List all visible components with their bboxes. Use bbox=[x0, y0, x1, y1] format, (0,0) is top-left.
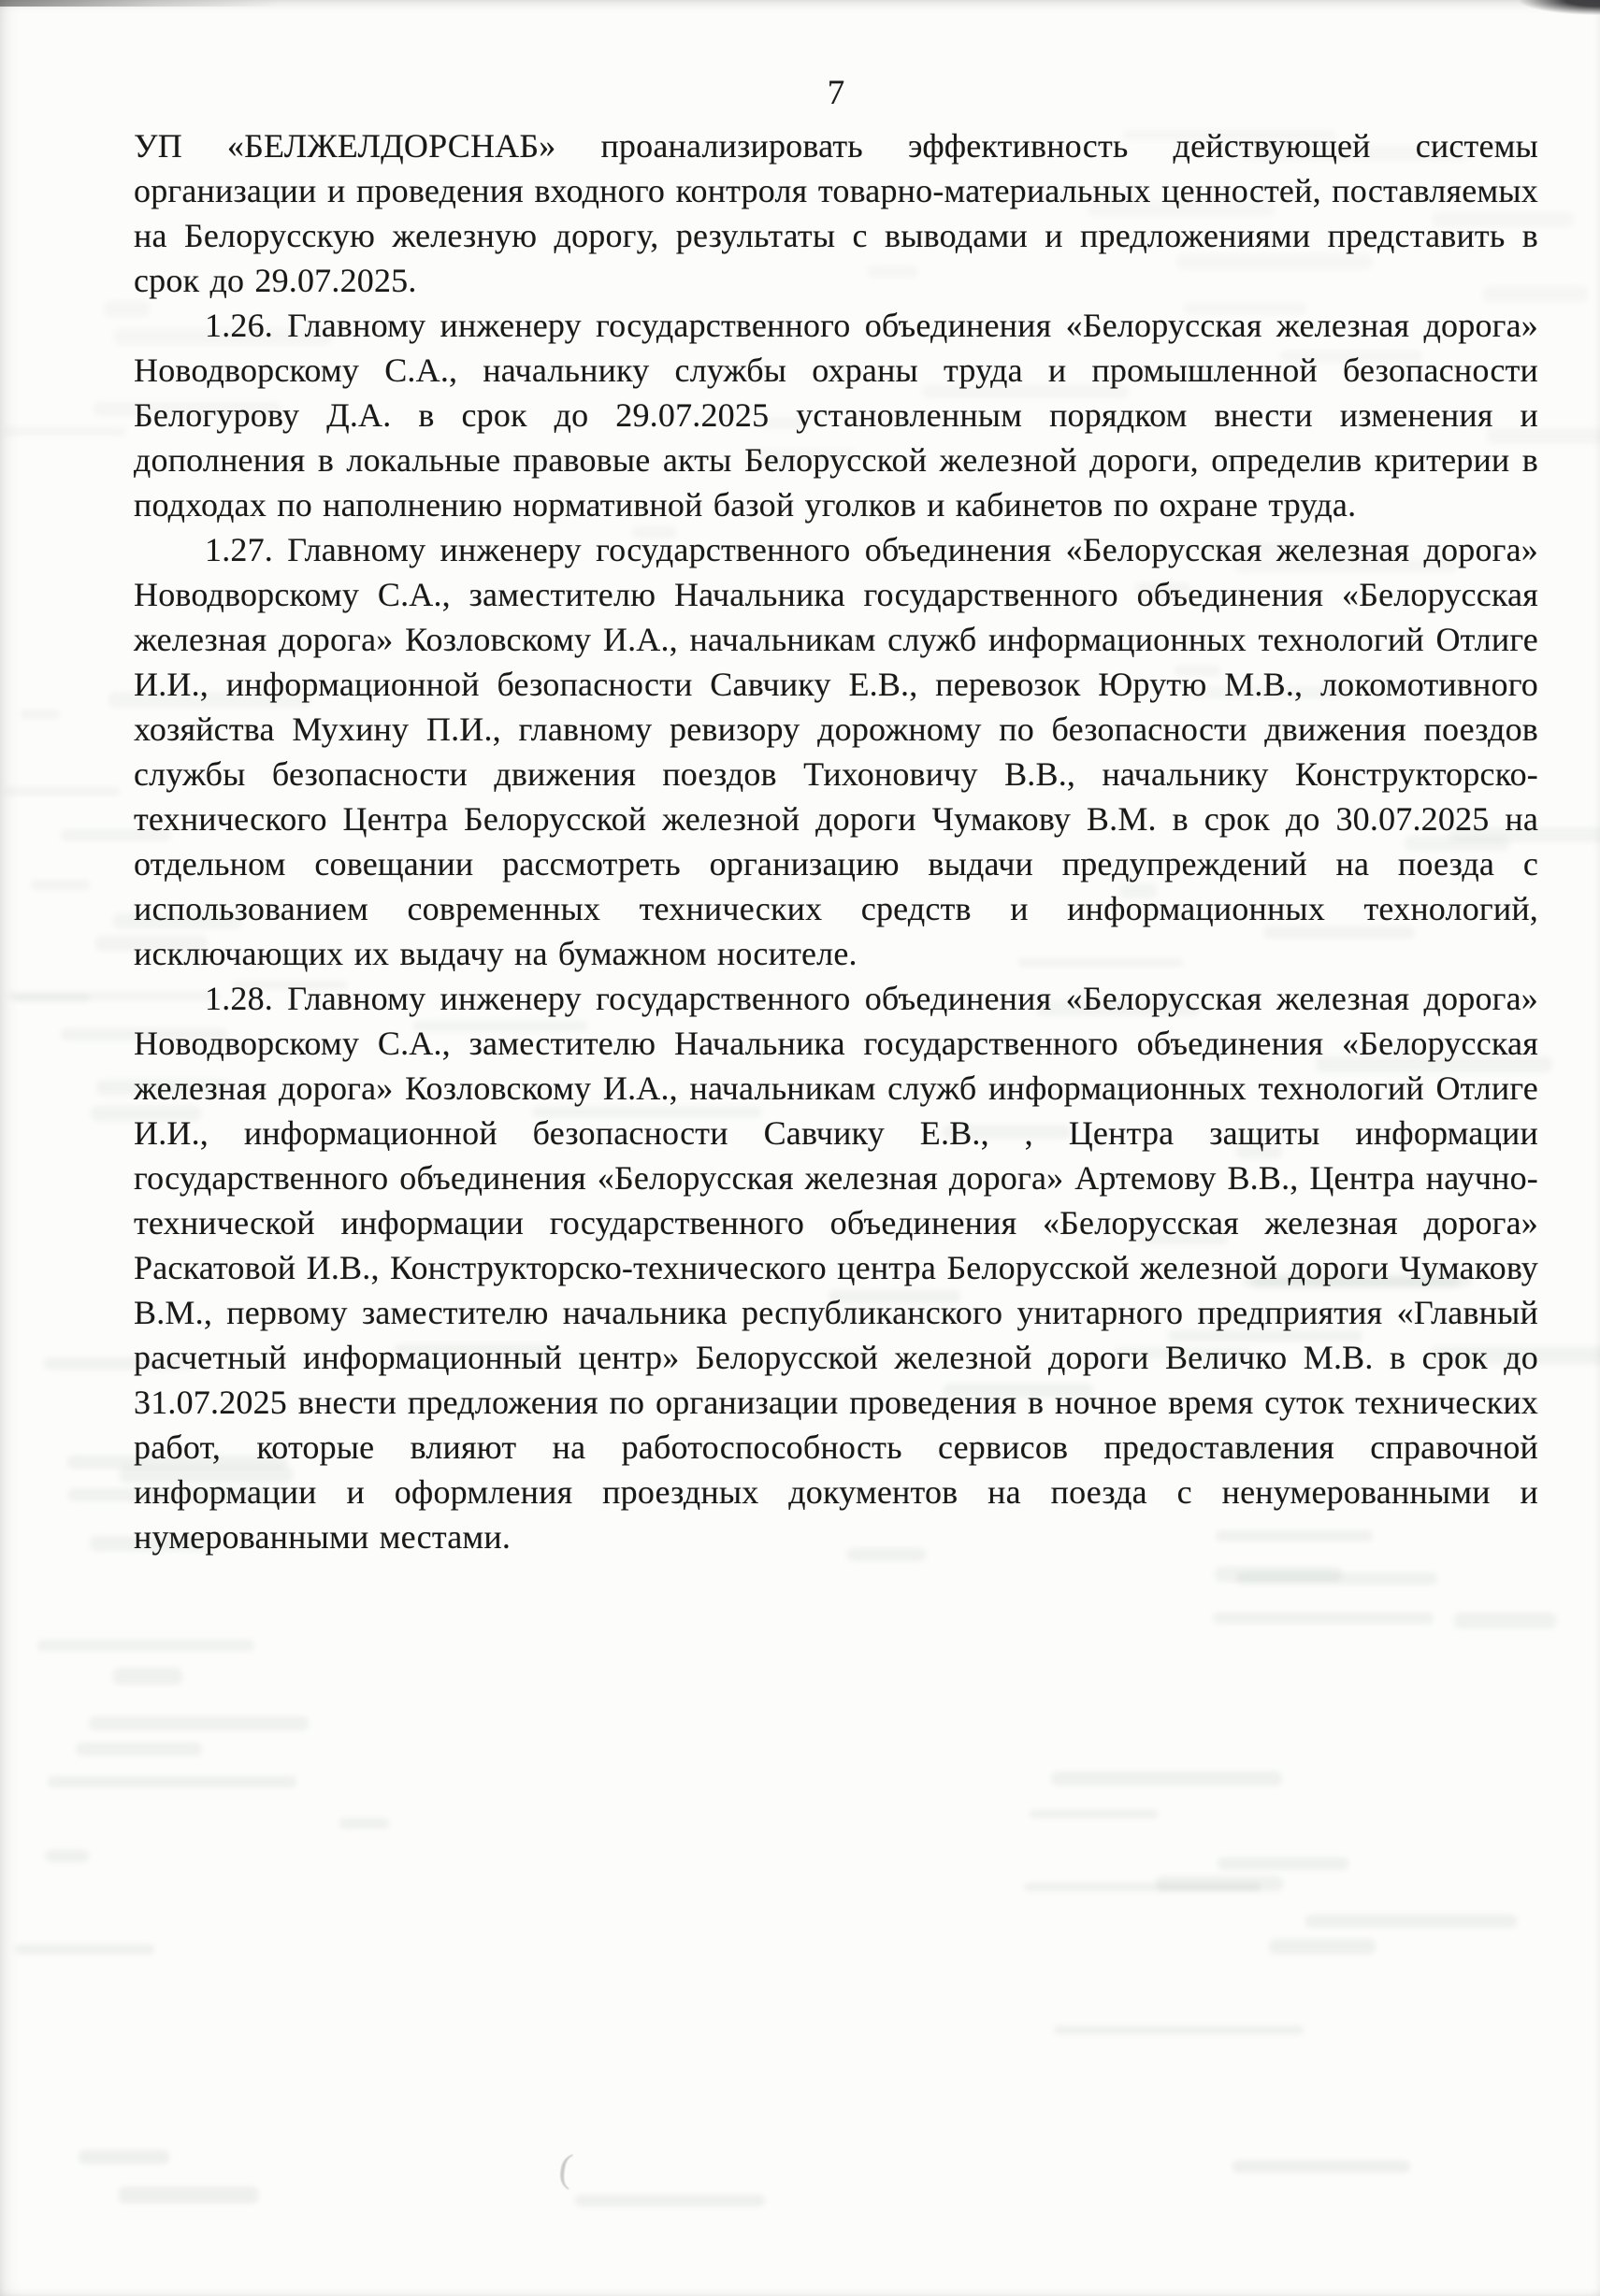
bleedthrough-mark bbox=[339, 1818, 388, 1828]
bleedthrough-mark bbox=[1305, 1915, 1517, 1928]
bleedthrough-mark bbox=[79, 2150, 169, 2164]
paragraph-item-1-28: 1.28. Главному инженеру государственного объединения «Белорусская железная дорога» Новодворскому С.А., заместителю Начальника государственного объединения «Белорусская железная дорога» Козловскому И.А., начальникам служб информационных технологий Отлиге И.И., информационной безопасности Савчику Е.В., , Центра защиты информации государственного объединения «Белорусская железная дорога» Артемову В.В., Центра научно-технической информации государственного объединения «Белорусская железная дорога» Раскатовой И.В., Конструкторско-технического центра Белорусской железной дороги Чумакову В.М., первому заместителю начальника республиканского унитарного предприятия «Главный расчетный информационный центр» Белорусской железной дороги Величко М.В. в срок до 31.07.2025 внести предложения по организации проведения в ночное время суток технических работ, которые влияют на работоспособность сервисов предоставления справочной информации и оформления проездных документов на поезда с ненумерованными и нумерованными местами. bbox=[134, 980, 1538, 1556]
document-body bbox=[134, 123, 1538, 1559]
paragraph-continuation: УП «БЕЛЖЕЛДОРСНАБ» проанализировать эффективность действующей системы организации и проведения входного контроля товарно-материальных ценностей, поставляемых на Белорусскую железную дорогу, результаты с выводами и предложениями представить в срок до 29.07.2025. bbox=[134, 127, 1538, 299]
bleedthrough-mark bbox=[37, 1640, 254, 1651]
bleedthrough-mark bbox=[1156, 1876, 1283, 1891]
bleedthrough-mark bbox=[1030, 1810, 1158, 1818]
bleedthrough-mark bbox=[1054, 2026, 1304, 2035]
bleedthrough-mark bbox=[119, 2187, 257, 2203]
paragraph-item-1-26: 1.26. Главному инженеру государственного объединения «Белорусская железная дорога» Новодворскому С.А., начальнику службы охраны труда и промышленной безопасности Белогурову Д.А. в срок до 29.07.2025 установленным порядком внести изменения и дополнения в локальные правовые акты Белорусской железной дороги, определив критерии в подходах по наполнению нормативной базой уголков и кабинетов по охране труда. bbox=[134, 307, 1538, 524]
bleedthrough-mark bbox=[15, 1944, 155, 1954]
bleedthrough-mark bbox=[1024, 1883, 1261, 1891]
bleedthrough-mark bbox=[1454, 1613, 1556, 1629]
bleedthrough-mark bbox=[48, 1776, 296, 1787]
bleedthrough-mark bbox=[76, 1743, 202, 1757]
bleedthrough-mark bbox=[1213, 1613, 1434, 1624]
bleedthrough-mark bbox=[89, 1716, 310, 1731]
bleedthrough-mark bbox=[113, 1668, 181, 1684]
bleedthrough-mark bbox=[45, 1850, 89, 1861]
bleedthrough-mark bbox=[1236, 1572, 1437, 1585]
stray-pen-mark: ( bbox=[556, 2146, 575, 2191]
bleedthrough-mark bbox=[1051, 1772, 1282, 1786]
page-number: 7 bbox=[827, 74, 845, 112]
bleedthrough-mark bbox=[575, 2195, 765, 2206]
bleedthrough-mark bbox=[1269, 1939, 1376, 1955]
paragraph-item-1-27: 1.27. Главному инженеру государственного объединения «Белорусская железная дорога» Новодворскому С.А., заместителю Начальника государственного объединения «Белорусская железная дорога» Козловскому И.А., начальникам служб информационных технологий Отлиге И.И., информационной безопасности Савчику Е.В., перевозок Юрутю М.В., локомотивного хозяйства Мухину П.И., главному ревизору дорожному по безопасности движения поездов службы безопасности движения поездов Тихоновичу В.В., начальнику Конструкторско-технического Центра Белорусской железной дороги Чумакову В.М. в срок до 30.07.2025 на отдельном совещании рассмотреть организацию выдачи предупреждений на поезда с использованием современных технических средств и информационных технологий, исключающих их выдачу на бумажном носителе. bbox=[134, 531, 1538, 972]
bleedthrough-mark bbox=[1215, 1567, 1342, 1582]
bleedthrough-mark bbox=[1232, 2160, 1411, 2173]
bleedthrough-mark bbox=[1218, 1858, 1348, 1870]
